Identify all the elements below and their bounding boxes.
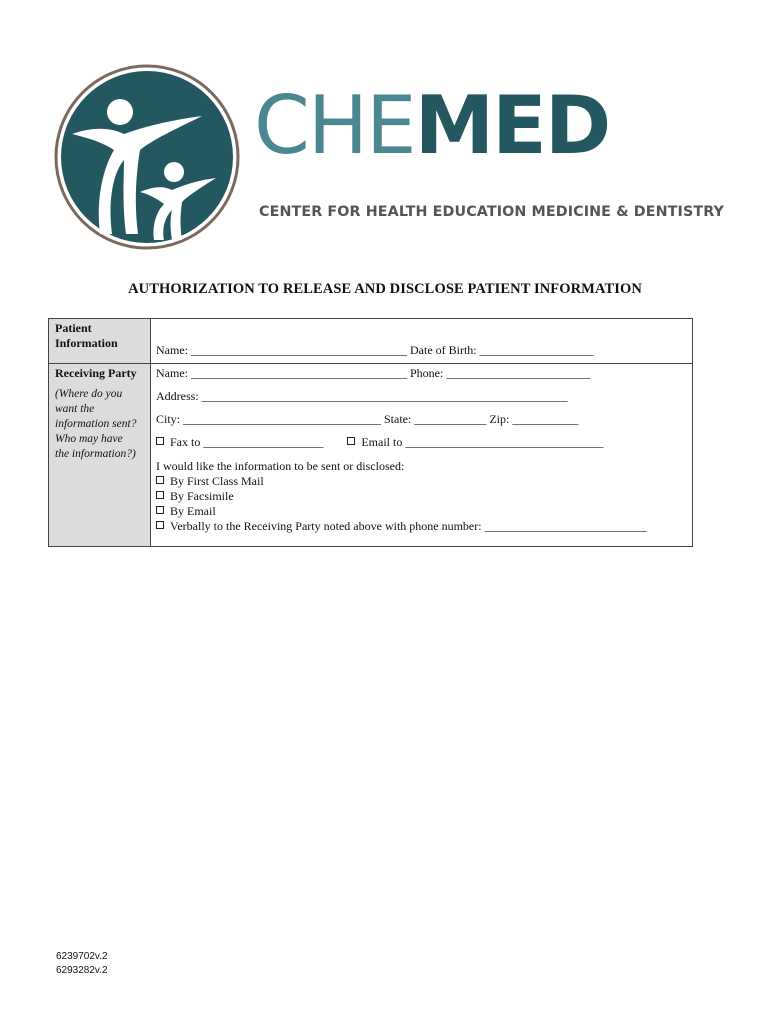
email-option-checkbox[interactable] [156, 506, 164, 514]
row-divider [49, 363, 692, 364]
receiving-name-phone-field[interactable]: Name: ____________________________________ Phone: ________________________ [156, 366, 591, 380]
receiving-hint-line5: the information?) [55, 448, 136, 460]
document-title: AUTHORIZATION TO RELEASE AND DISCLOSE PATIENT INFORMATION [128, 281, 642, 297]
address-field[interactable]: Address: _____________________________________________________________ [156, 389, 568, 403]
email-field[interactable]: Email to _________________________________ [361, 435, 604, 449]
receiving-hint-line4: Who may have [55, 433, 123, 445]
chemed-logo [54, 64, 724, 250]
receiving-hint-line3: information sent? [55, 418, 137, 430]
document-ids [56, 950, 108, 978]
patient-label-line1: Patient [55, 321, 92, 335]
verbal-checkbox[interactable] [156, 521, 164, 529]
email-checkbox[interactable] [347, 437, 355, 445]
option-verbal[interactable]: Verbally to the Receiving Party noted above with phone number: ___________________________ [156, 519, 647, 534]
fax-checkbox[interactable] [156, 437, 164, 445]
delivery-intro: I would like the information to be sent or disclosed: [156, 459, 405, 473]
logo-tagline: CENTER FOR HEALTH EDUCATION MEDICINE & DENTISTRY [259, 204, 724, 220]
authorization-form [48, 318, 693, 547]
patient-label-line2: Information [55, 336, 118, 350]
city-state-zip-field[interactable]: City: _________________________________ State: ____________ Zip: ___________ [156, 412, 579, 426]
fax-field[interactable]: Fax to ____________________ [170, 435, 324, 449]
option-facsimile[interactable]: By Facsimile [156, 489, 234, 504]
doc-id-1: 6239702v.2 [56, 951, 108, 962]
family-emblem-icon [54, 64, 240, 250]
option-email[interactable]: By Email [156, 504, 216, 519]
fax-email-row [156, 435, 603, 450]
receiving-party-label: Receiving Party [55, 366, 137, 380]
logo-wordmark: CHEMED [254, 79, 610, 172]
receiving-hint-line2: want the [55, 403, 95, 415]
patient-name-dob-field[interactable]: Name: ____________________________________ Date of Birth: ___________________ [156, 343, 594, 357]
doc-id-2: 6293282v.2 [56, 965, 108, 976]
mail-checkbox[interactable] [156, 476, 164, 484]
option-first-class-mail[interactable]: By First Class Mail [156, 474, 264, 489]
receiving-hint-line1: (Where do you [55, 388, 123, 400]
facsimile-checkbox[interactable] [156, 491, 164, 499]
